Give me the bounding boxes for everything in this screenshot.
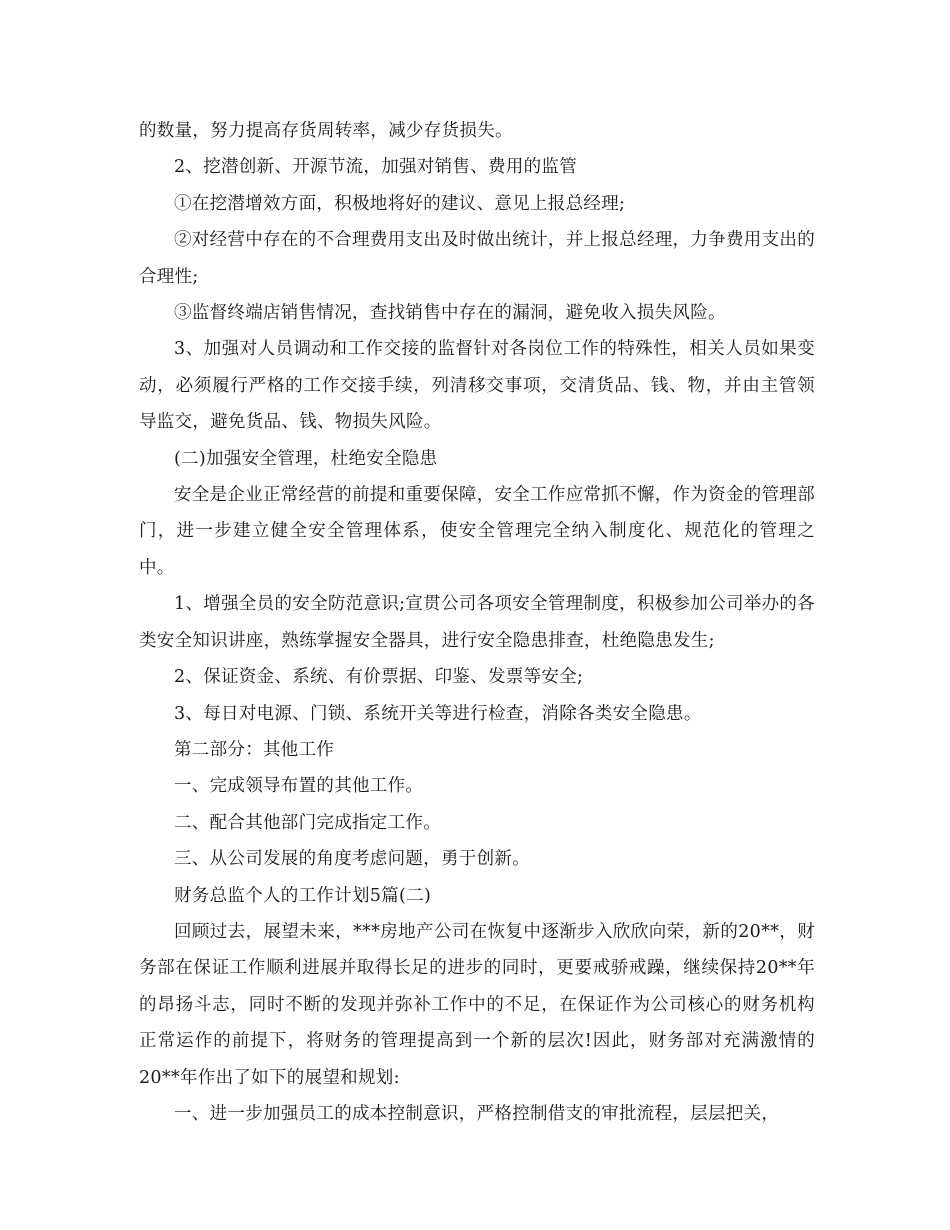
paragraph: 一、进一步加强员工的成本控制意识，严格控制借支的审批流程，层层把关， — [174, 1103, 780, 1124]
section-heading: (二)加强安全管理，杜绝安全隐患 — [174, 448, 438, 469]
paragraph: 3、每日对电源、门锁、系统开关等进行检查，消除各类安全隐患。 — [174, 703, 702, 724]
paragraph: 回顾过去，展望未来，***房地产公司在恢复中逐渐步入欣欣向荣，新的20**，财务部在保证工作顺利进展并取得长足的进步的同时，更要戒骄戒躁，继续保持20**年的昂扬斗志，同时不断的发现并弥补工作中的不足，在保证作为公司核心的财务机构正常运作的前提下，将财务的管理提高到一个新的层次!因此，财务部对充满激情的20**年作出了如下的展望和规划: — [139, 921, 815, 1088]
article-title: 财务总监个人的工作计划5篇(二) — [174, 885, 432, 906]
list-item: 二、配合其他部门完成指定工作。 — [174, 812, 441, 833]
paragraph: 安全是企业正常经营的前提和重要保障，安全工作应常抓不懈，作为资金的管理部门，进一步建立健全安全管理体系，使安全管理完全纳入制度化、规范化的管理之中。 — [139, 485, 815, 578]
paragraph: 2、挖潜创新、开源节流，加强对销售、费用的监管 — [174, 157, 578, 178]
paragraph: ③监督终端店销售情况，查找销售中存在的漏洞，避免收入损失风险。 — [174, 303, 726, 324]
paragraph: ①在挖潜增效方面，积极地将好的建议、意见上报总经理; — [174, 193, 626, 214]
paragraph: 2、保证资金、系统、有价票据、印鉴、发票等安全; — [174, 667, 584, 688]
paragraph: ②对经营中存在的不合理费用支出及时做出统计，并上报总经理，力争费用支出的合理性; — [139, 230, 815, 287]
document-body — [139, 113, 815, 1132]
section-heading: 第二部分：其他工作 — [174, 739, 335, 760]
list-item: 一、完成领导布置的其他工作。 — [174, 776, 424, 797]
paragraph: 1、增强全员的安全防范意识;宣贯公司各项安全管理制度，积极参加公司举办的各类安全知识讲座，熟练掌握安全器具，进行安全隐患排查，杜绝隐患发生; — [139, 594, 815, 651]
paragraph: 3、加强对人员调动和工作交接的监督针对各岗位工作的特殊性，相关人员如果变动，必须履行严格的工作交接手续，列清移交事项，交清货品、钱、物，并由主管领导监交，避免货品、钱、物损失风险。 — [139, 339, 815, 433]
paragraph: 的数量，努力提高存货周转率，减少存货损失。 — [139, 121, 513, 141]
list-item: 三、从公司发展的角度考虑问题，勇于创新。 — [174, 849, 530, 870]
